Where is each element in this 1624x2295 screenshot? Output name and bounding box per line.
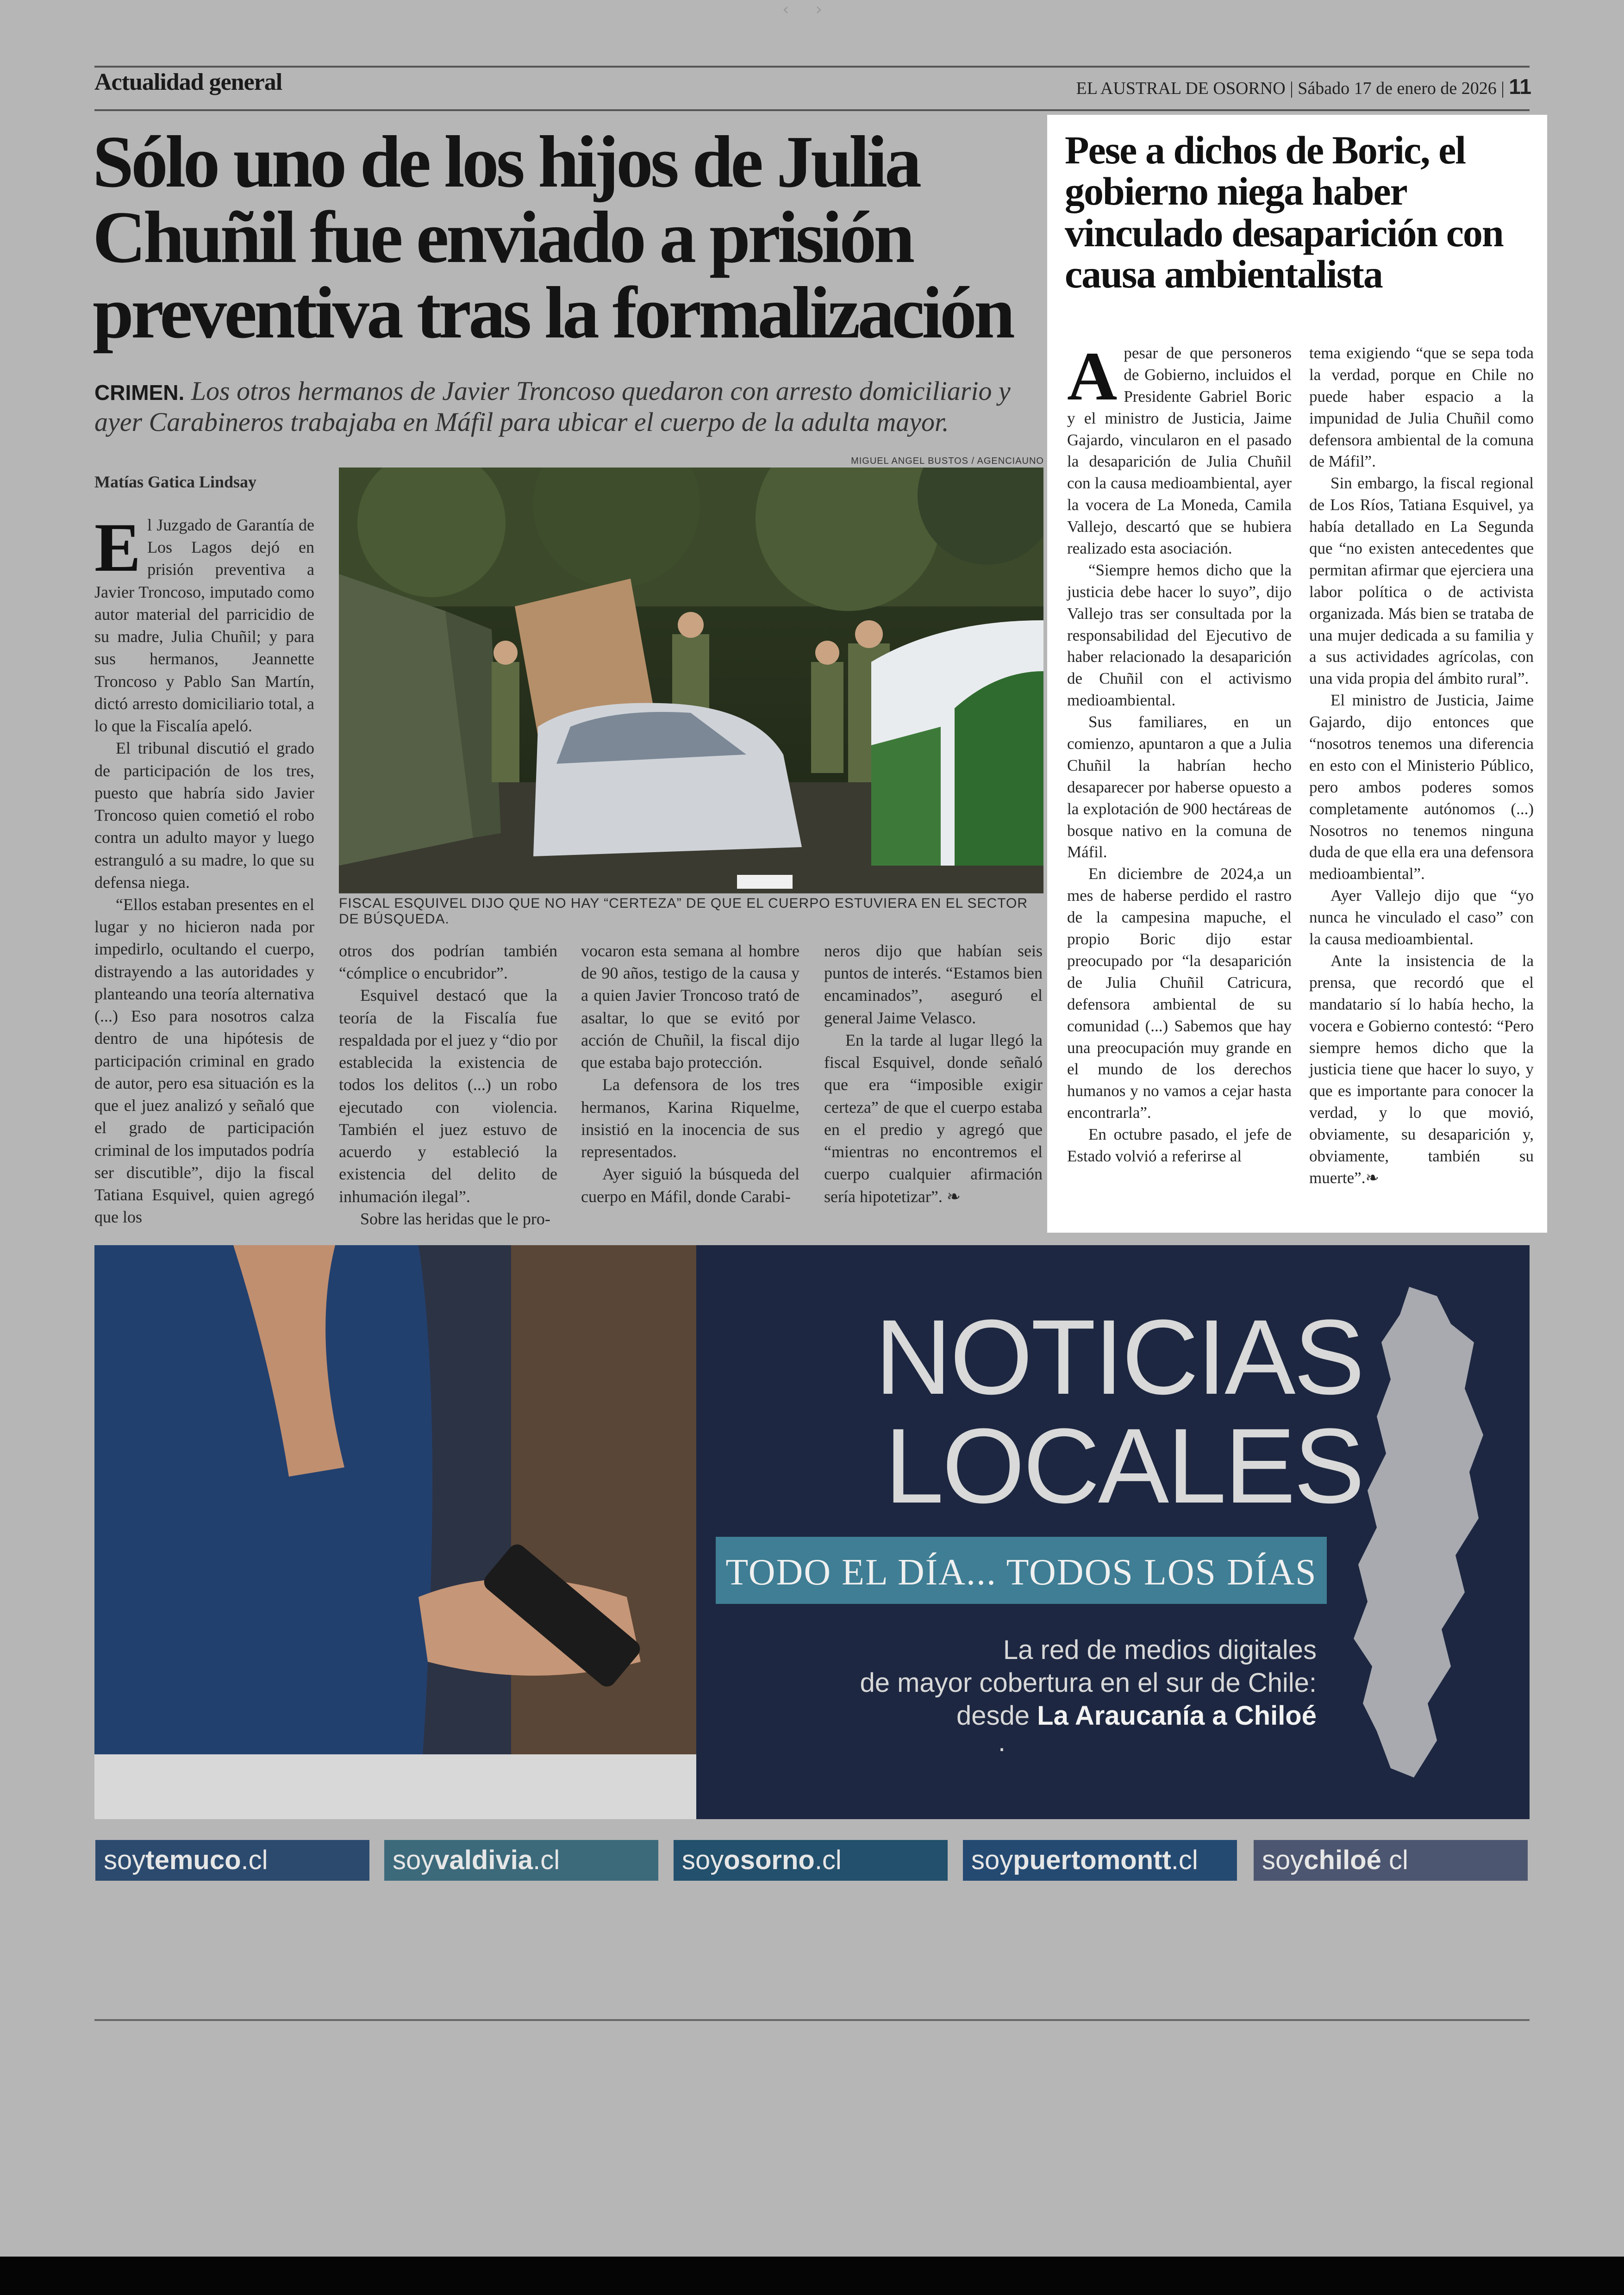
section-title: Actualidad general — [94, 69, 282, 95]
ad-photo — [94, 1245, 696, 1819]
paragraph: pesar de que personeros de Gobierno, incluidos el Presidente Gabriel Boric y el ministro de Justicia, Jaime Gajardo, vincularon en el pasado la desaparición de Julia Chuñil con la causa medioambiental, ayer la vocera de La Moneda, Camila Vallejo, descartó que se hubiera realizado esta asociación. — [1067, 344, 1292, 558]
sidebar-column-1 — [1067, 338, 1292, 1167]
ad-slogan: TODO EL DÍA... TODOS LOS DÍAS — [725, 1552, 1317, 1593]
article-column-3 — [581, 940, 800, 1208]
paragraph: En diciembre de 2024,a un mes de haberse perdido el rastro de la campesina mapuche, el propio Boric dijo estar preocupado por “la desaparición de Julia Chuñil Catricura, defensora ambiental de su comunidad (...) Sabemos que hay una preocupación muy grande en el mundo de los derechos humanos y no vamos a cejar hasta encontrarla”. — [1067, 865, 1292, 1122]
paragraph: Ayer Vallejo dijo que “yo nunca he vinculado el caso” con la causa medioambiental. — [1309, 886, 1534, 948]
page-nav — [782, 0, 822, 19]
paragraph: En la tarde al lugar llegó la fiscal Esquivel, donde señaló que era “imposible exigir certeza” de que el cuerpo estaba en el predio y agregó que “mientras no encontremos el cuerpo cualquier afirmación sería hipotetizar”. ❧ — [824, 1030, 1043, 1206]
paragraph: La defensora de los tres hermanos, Karina Riquelme, insistió en la inocencia de sus representados. — [581, 1075, 800, 1161]
viewer-bottom-bar — [0, 2257, 1624, 2295]
advertisement[interactable] — [94, 1245, 1530, 1819]
paragraph: Sus familiares, en un comienzo, apuntaron a que a Julia Chuñil la habrían hecho desaparecer por haberse opuesto a la explotación de 900 hectáreas de bosque nativo en la comuna de Máfil. — [1067, 713, 1292, 861]
masthead — [1076, 74, 1532, 99]
site-link-puertomontt[interactable]: soypuertomontt.cl — [963, 1840, 1237, 1881]
paragraph: “Siempre hemos dicho que la justicia debe hacer lo suyo”, dijo Vallejo tras ser consultada por la responsabilidad del Ejecutivo de haber relacionado la desaparición de Chuñil con el activismo medioambiental. — [1067, 561, 1292, 710]
masthead-separator: | — [1501, 79, 1505, 98]
masthead-separator: | — [1290, 79, 1293, 98]
issue-date: Sábado 17 de enero de 2026 — [1298, 79, 1497, 98]
paragraph: Sin embargo, la fiscal regional de Los Ríos, Tatiana Esquivel, ya había detallado en La Segunda que “no existen antecedentes que permitan afirmar que ejerciera una labor política o de activista organizada. Más bien se trataba de una mujer dedicada a su familia y a sus actividades agrícolas, con una vida propia del ámbito rural”. — [1309, 474, 1534, 688]
photo-credit: MIGUEL ANGEL BUSTOS / AGENCIAUNO — [851, 456, 1044, 466]
kicker-text: Los otros hermanos de Javier Troncoso quedaron con arresto domiciliario y ayer Carabineros trabajaba en Máfil para ubicar el cuerpo de la adulta mayor. — [94, 376, 1011, 437]
article-column-4 — [824, 940, 1043, 1208]
paragraph: l Juzgado de Garantía de Los Lagos dejó en prisión preventiva a Javier Troncoso, imputado como autor material del parricidio de su madre, Julia Chuñil; y para sus hermanos, Jeannette Troncoso y Pablo San Martín, dictó arresto domiciliario total, a lo que la Fiscalía apeló. — [94, 516, 314, 736]
drop-cap: A — [1067, 338, 1118, 415]
bottom-rule — [94, 2019, 1530, 2021]
paragraph: El tribunal discutió el grado de participación de los tres, puesto que habría sido Javier Troncoso quien cometió el robo contra un adulto mayor y luego estranguló a su madre, lo que su defensa niega. — [94, 739, 314, 892]
article-headline: Sólo uno de los hijos de Julia Chuñil fue enviado a prisión preventiva tras la formalización — [93, 120, 1012, 354]
ad-title-line-1: NOTICIAS — [874, 1297, 1363, 1416]
paragraph: “Ellos estaban presentes en el lugar y no hicieron nada por impedirlo, ocultando el cuerpo, distrayendo a las autoridades y planteando una teoría alternativa (...) Eso para nosotros calza dentro de una hipótesis de participación criminal en grado de autor, pero esa situación es la que el juez analizó y señaló que el grado de participación criminal de los imputados podría ser discutible”, dijo la fiscal Tatiana Esquivel, quien agregó que los — [94, 895, 314, 1227]
kicker-label: CRIMEN. — [94, 380, 185, 405]
site-link-valdivia[interactable]: soyvaldivia.cl — [384, 1840, 658, 1881]
article-column-2 — [339, 940, 557, 1230]
paragraph: Sobre las heridas que le pro- — [360, 1209, 550, 1228]
prev-page-icon[interactable]: ‹ — [782, 0, 789, 19]
ad-title-line-2: LOCALES — [884, 1406, 1363, 1525]
ad-subtitle: La red de medios digitales de mayor cobertura en el sur de Chile: desde La Araucanía a Chiloé · — [835, 1634, 1317, 1765]
header-rule — [94, 109, 1530, 111]
next-page-icon[interactable]: › — [815, 0, 823, 19]
drop-cap: E — [94, 509, 141, 586]
paragraph: Ante la insistencia de la prensa, que recordó que el mandatario sí lo había hecho, la vocera e Gobierno contestó: “Pero siempre hemos dicho que la justicia tiene que hacer lo suyo, y que es importante para conocer la verdad, y lo que movió, obviamente, su desaparición y, obviamente, también su muerte”.❧ — [1309, 951, 1534, 1187]
paragraph: Esquivel destacó que la teoría de la Fiscalía fue respaldada por el juez y “dio por establecida la existencia de todos los delitos (...) un robo ejecutado con violencia. También el juez estuvo de acuerdo y estableció la existencia del delito de inhumación ilegal”. — [339, 986, 557, 1206]
ad-dot: · — [997, 1733, 1006, 1764]
paragraph: El ministro de Justicia, Jaime Gajardo, dijo entonces que “nosotros tenemos una diferencia en esto con el Ministerio Público, pero ambos poderes somos completamente autónomos (...) Nosotros no tenemos ninguna duda de que ella era una defensora medioambiental”. — [1309, 691, 1534, 883]
site-link-chiloe[interactable]: soychiloé cl — [1254, 1840, 1528, 1881]
ad-title — [807, 1297, 1363, 1525]
end-mark-icon: ❧ — [946, 1187, 961, 1206]
paragraph: otros dos podrían también “cómplice o encubridor”. — [339, 942, 557, 983]
article-photo — [339, 468, 1043, 893]
top-rule — [94, 66, 1530, 68]
photo-caption: FISCAL ESQUIVEL DIJO QUE NO HAY “CERTEZA” DE QUE EL CUERPO ESTUVIERA EN EL SECTOR DE BÚSQUEDA. — [339, 896, 1028, 927]
byline: Matías Gatica Lindsay — [94, 473, 257, 491]
article-column-1 — [94, 509, 314, 1229]
site-link-temuco[interactable]: soytemuco.cl — [95, 1840, 369, 1881]
site-link-osorno[interactable]: soyosorno.cl — [674, 1840, 948, 1881]
sidebar-headline: Pese a dichos de Boric, el gobierno niega haber vinculado desaparición con causa ambientalista — [1065, 128, 1503, 297]
end-mark-icon: ❧ — [1365, 1168, 1379, 1187]
sidebar-column-2 — [1309, 343, 1534, 1189]
paragraph: tema exigiendo “que se sepa toda la verdad, porque en Chile no puede haber espacio a la impunidad de Julia Chuñil como defensora ambiental de la comuna de Máfil”. — [1309, 344, 1534, 471]
paragraph: neros dijo que habían seis puntos de interés. “Estamos bien encaminados”, aseguró el general Jaime Velasco. — [824, 942, 1043, 1027]
page-number: 11 — [1509, 75, 1531, 99]
photo-scene — [339, 468, 1043, 893]
paragraph: Ayer siguió la búsqueda del cuerpo en Máfil, donde Carabi- — [581, 1165, 800, 1206]
ad-photo-scene — [94, 1245, 696, 1819]
paragraph: vocaron esta semana al hombre de 90 años, testigo de la causa y a quien Javier Troncoso trató de asaltar, lo que se evitó por acción de Chuñil, la fiscal dijo que estaba bajo protección. — [581, 942, 800, 1072]
article-kicker — [94, 376, 1043, 437]
paper-name: EL AUSTRAL DE OSORNO — [1076, 79, 1286, 98]
paragraph: En octubre pasado, el jefe de Estado volvió a referirse al — [1067, 1125, 1292, 1165]
